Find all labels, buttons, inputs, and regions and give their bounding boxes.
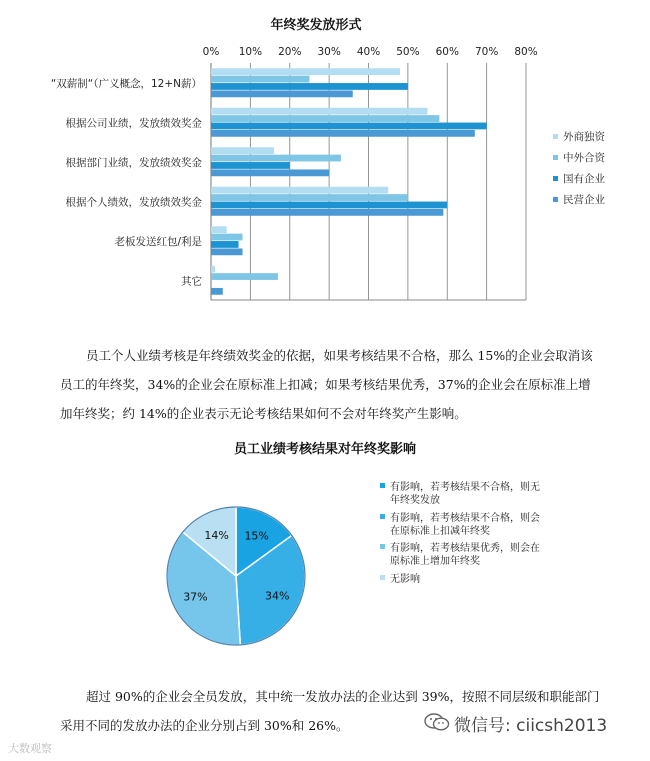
legend-swatch: [553, 197, 558, 202]
category-label: 老板发送红包/利是: [114, 235, 202, 248]
legend-label: 在原标准上扣减年终奖: [390, 526, 490, 537]
x-tick-label: 10%: [238, 46, 263, 58]
legend-label: 有影响，若考核结果优秀，则会在: [390, 543, 540, 554]
legend-swatch: [380, 514, 385, 519]
bar-chart: [0, 0, 650, 330]
bar: [211, 234, 243, 241]
legend-label: 有影响，若考核结果不合格，则会: [390, 513, 540, 524]
legend-label: 民营企业: [563, 194, 605, 206]
legend-swatch: [380, 544, 385, 549]
paragraph-performance-impact: [60, 341, 600, 428]
pie-data-label: 37%: [183, 590, 208, 604]
bar: [211, 68, 400, 75]
bar: [211, 83, 408, 90]
pie-chart: [0, 430, 650, 670]
pie-data-label: 34%: [264, 589, 290, 603]
legend-swatch: [553, 176, 558, 181]
bar-chart-categories: [51, 77, 203, 288]
bar: [211, 202, 447, 209]
bar: [211, 115, 439, 122]
x-tick-label: 50%: [396, 46, 420, 58]
category-label: “双薪制“（广义概念，12+N薪）: [50, 77, 202, 90]
legend-label: 无影响: [390, 574, 420, 585]
bar-chart-bars: [211, 68, 487, 295]
pie-chart-title: 员工业绩考核结果对年终奖影响: [233, 442, 417, 457]
pie-data-label: 15%: [244, 529, 269, 543]
legend-swatch: [380, 575, 385, 580]
bar: [211, 209, 443, 216]
legend-label: 国有企业: [563, 173, 605, 185]
bar-chart-x-ticks: [203, 46, 538, 58]
legend-label: 有影响，若考核结果不合格，则无: [390, 482, 540, 493]
x-tick-label: 30%: [317, 46, 341, 58]
bar: [211, 130, 475, 137]
x-tick-label: 80%: [514, 46, 538, 58]
category-label: 根据部门业绩，发放绩效奖金: [65, 156, 202, 169]
legend-swatch: [553, 134, 558, 139]
paragraph-text: 员工个人业绩考核是年终绩效奖金的依据，如果考核结果不合格，那么 15%的企业会取消该员工的年终奖，34%的企业会在原标准上扣减；如果考核结果优秀，37%的企业会在原标准上增加年终奖；约 14%的企业表示无论考核结果如何不会对年终奖产生影响。: [60, 348, 593, 421]
category-label: 根据个人绩效，发放绩效奖金: [65, 196, 202, 209]
pie-data-label: 14%: [204, 528, 229, 542]
pie-slices: [167, 507, 305, 645]
wechat-icon: [424, 712, 450, 732]
bar-chart-legend: [553, 130, 605, 206]
bar-chart-gridlines: [211, 63, 526, 300]
legend-label: 原标准上增加年终奖: [390, 556, 480, 567]
legend-label: 外商独资: [563, 131, 605, 143]
bar: [211, 155, 341, 162]
logo-watermark: 大数观察: [8, 742, 52, 755]
bar: [211, 108, 428, 115]
bar: [211, 288, 223, 295]
bar: [211, 90, 353, 97]
bar: [211, 226, 227, 233]
bar: [211, 162, 290, 169]
bar: [211, 169, 329, 176]
bar: [211, 266, 215, 273]
bar: [211, 147, 274, 154]
bar: [211, 241, 239, 248]
legend-label: 年终奖发放: [390, 495, 440, 506]
pie-legend: [380, 480, 540, 585]
legend-swatch: [380, 483, 385, 488]
paragraph-text: 超过 90%的企业会全员发放，其中统一发放办法的企业达到 39%，按照不同层级和职能部门采用不同的发放办法的企业分别占到 30%和 26%。: [60, 689, 600, 733]
category-label: 其它: [181, 275, 202, 288]
bar: [211, 187, 388, 194]
bar: [211, 273, 278, 280]
x-tick-label: 60%: [435, 46, 459, 58]
x-tick-label: 40%: [356, 46, 381, 58]
wechat-id-watermark: 微信号: ciicsh2013: [454, 716, 608, 736]
bar: [211, 248, 243, 255]
bar: [211, 194, 408, 201]
legend-label: 中外合资: [563, 152, 605, 164]
bar-chart-title: 年终奖发放形式: [270, 18, 362, 33]
legend-swatch: [553, 155, 558, 160]
bar: [211, 76, 309, 83]
x-tick-label: 70%: [474, 46, 499, 58]
bar: [211, 123, 487, 130]
x-tick-label: 0%: [202, 46, 220, 58]
category-label: 根据公司业绩，发放绩效奖金: [65, 117, 202, 130]
x-tick-label: 20%: [278, 46, 302, 58]
